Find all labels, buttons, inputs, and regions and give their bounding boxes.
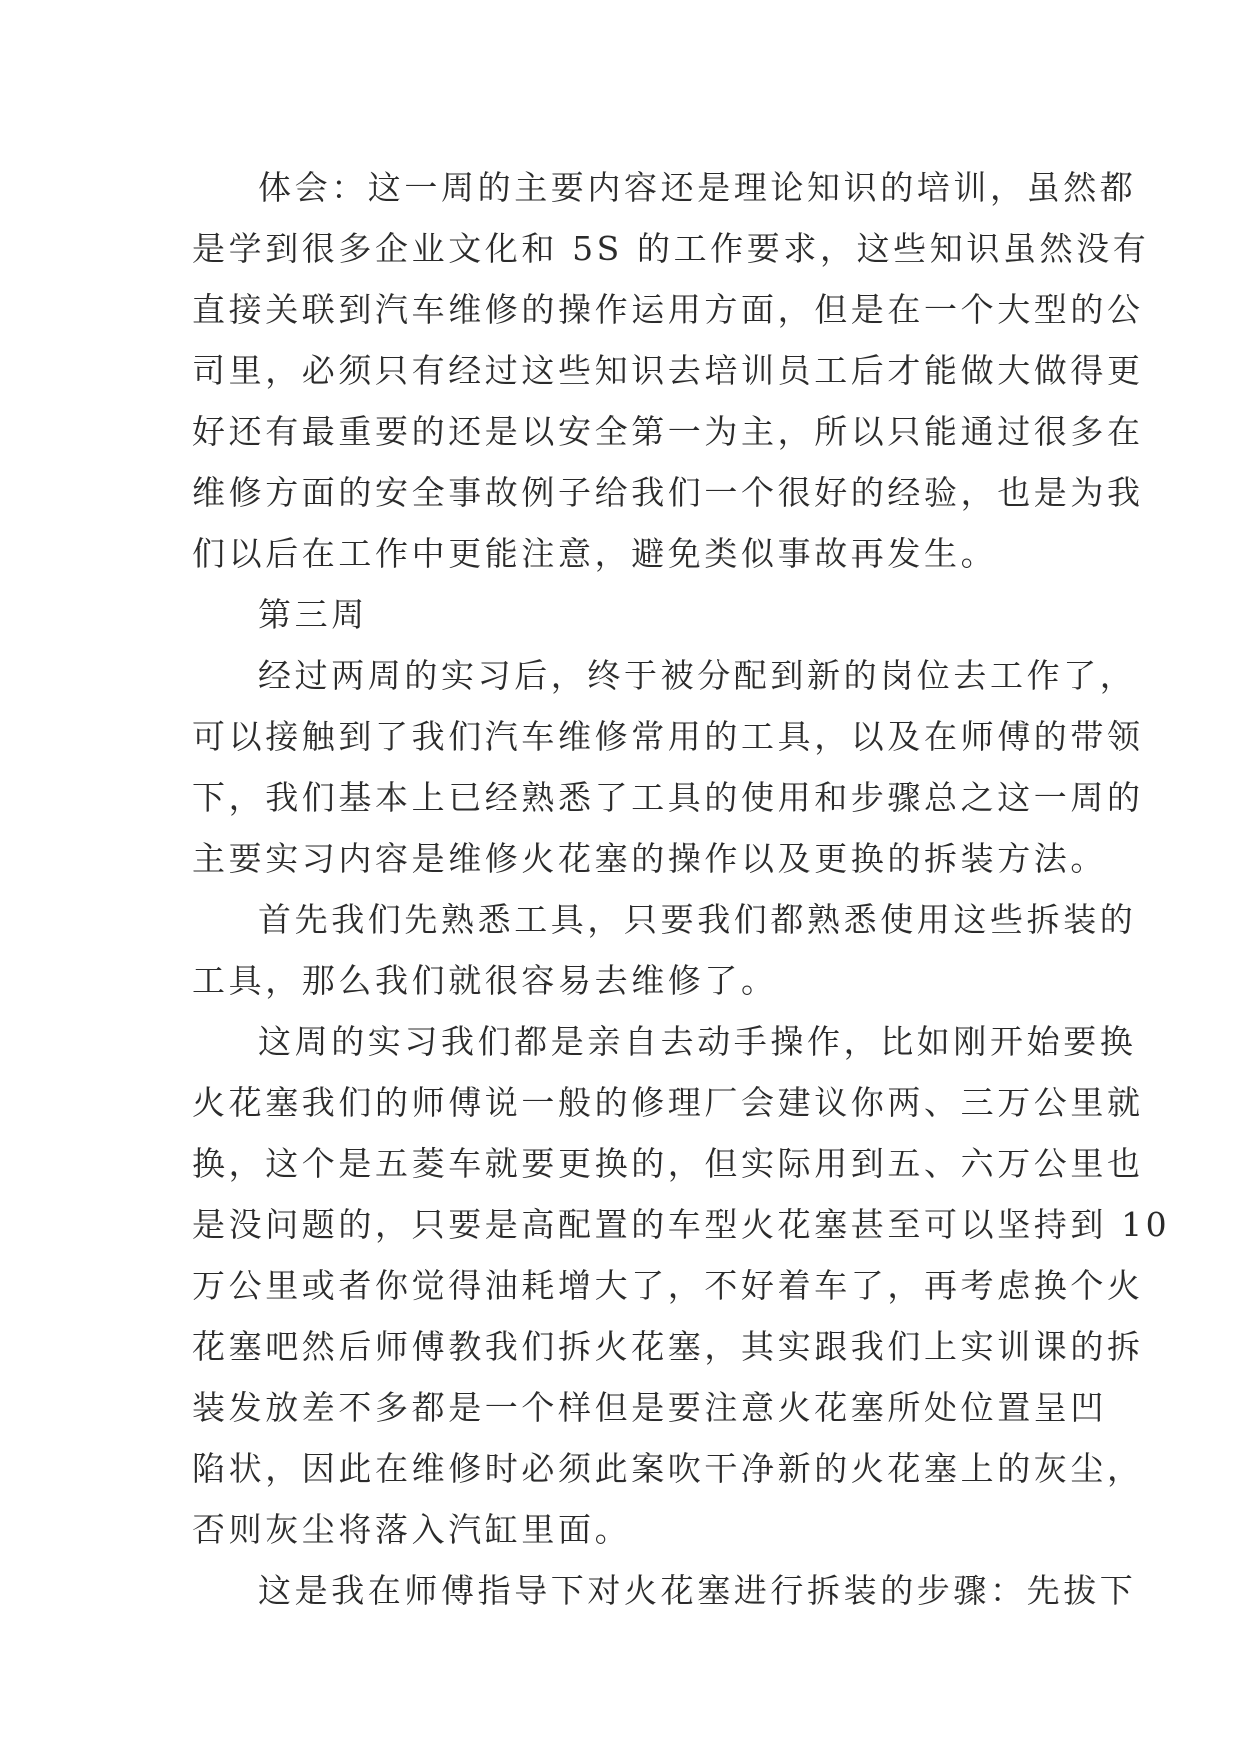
text-line: 花塞吧然后师傅教我们拆火花塞，其实跟我们上实训课的拆 bbox=[192, 1327, 1144, 1366]
paragraph-reflection bbox=[192, 157, 1150, 584]
text-line: 们以后在工作中更能注意，避免类似事故再发生。 bbox=[192, 534, 998, 573]
text-line: 司里，必须只有经过这些知识去培训员工后才能做大做得更 bbox=[192, 351, 1144, 390]
paragraph-new-position bbox=[192, 645, 1144, 889]
text-line: 否则灰尘将落入汽缸里面。 bbox=[192, 1510, 632, 1549]
text-line: 直接关联到汽车维修的操作运用方面，但是在一个大型的公 bbox=[192, 290, 1144, 329]
text-line: 首先我们先熟悉工具，只要我们都熟悉使用这些拆装的 bbox=[258, 900, 1137, 939]
text-line: 经过两周的实习后，终于被分配到新的岗位去工作了， bbox=[258, 656, 1137, 695]
text-line: 可以接触到了我们汽车维修常用的工具，以及在师傅的带领 bbox=[192, 717, 1144, 756]
text-line: 是没问题的，只要是高配置的车型火花塞甚至可以坚持到 10 bbox=[192, 1205, 1171, 1244]
text-line: 好还有最重要的还是以安全第一为主，所以只能通过很多在 bbox=[192, 412, 1144, 451]
text-line: 这周的实习我们都是亲自去动手操作，比如刚开始要换 bbox=[258, 1022, 1137, 1061]
text-line: 火花塞我们的师傅说一般的修理厂会建议你两、三万公里就 bbox=[192, 1083, 1144, 1122]
document-body bbox=[192, 157, 1171, 1621]
text-line: 换，这个是五菱车就要更换的，但实际用到五、六万公里也 bbox=[192, 1144, 1144, 1183]
text-line: 主要实习内容是维修火花塞的操作以及更换的拆装方法。 bbox=[192, 839, 1107, 878]
section-heading: 第三周 bbox=[258, 595, 368, 634]
text-line: 这是我在师傅指导下对火花塞进行拆装的步骤：先拔下 bbox=[258, 1571, 1137, 1610]
text-line: 万公里或者你觉得油耗增大了，不好着车了，再考虑换个火 bbox=[192, 1266, 1144, 1305]
text-line: 装发放差不多都是一个样但是要注意火花塞所处位置呈凹 bbox=[192, 1388, 1107, 1427]
text-line: 是学到很多企业文化和 5S 的工作要求，这些知识虽然没有 bbox=[192, 229, 1150, 268]
text-line: 陷状，因此在维修时必须此案吹干净新的火花塞上的灰尘， bbox=[192, 1449, 1144, 1488]
paragraph-tools bbox=[192, 889, 1137, 1011]
paragraph-steps bbox=[192, 1560, 1137, 1621]
paragraph-spark-plug bbox=[192, 1011, 1171, 1560]
section-heading-week-three bbox=[192, 584, 1052, 645]
text-line: 体会：这一周的主要内容还是理论知识的培训，虽然都 bbox=[258, 168, 1137, 207]
text-line: 工具，那么我们就很容易去维修了。 bbox=[192, 961, 778, 1000]
text-line: 下，我们基本上已经熟悉了工具的使用和步骤总之这一周的 bbox=[192, 778, 1144, 817]
text-line: 维修方面的安全事故例子给我们一个很好的经验，也是为我 bbox=[192, 473, 1144, 512]
